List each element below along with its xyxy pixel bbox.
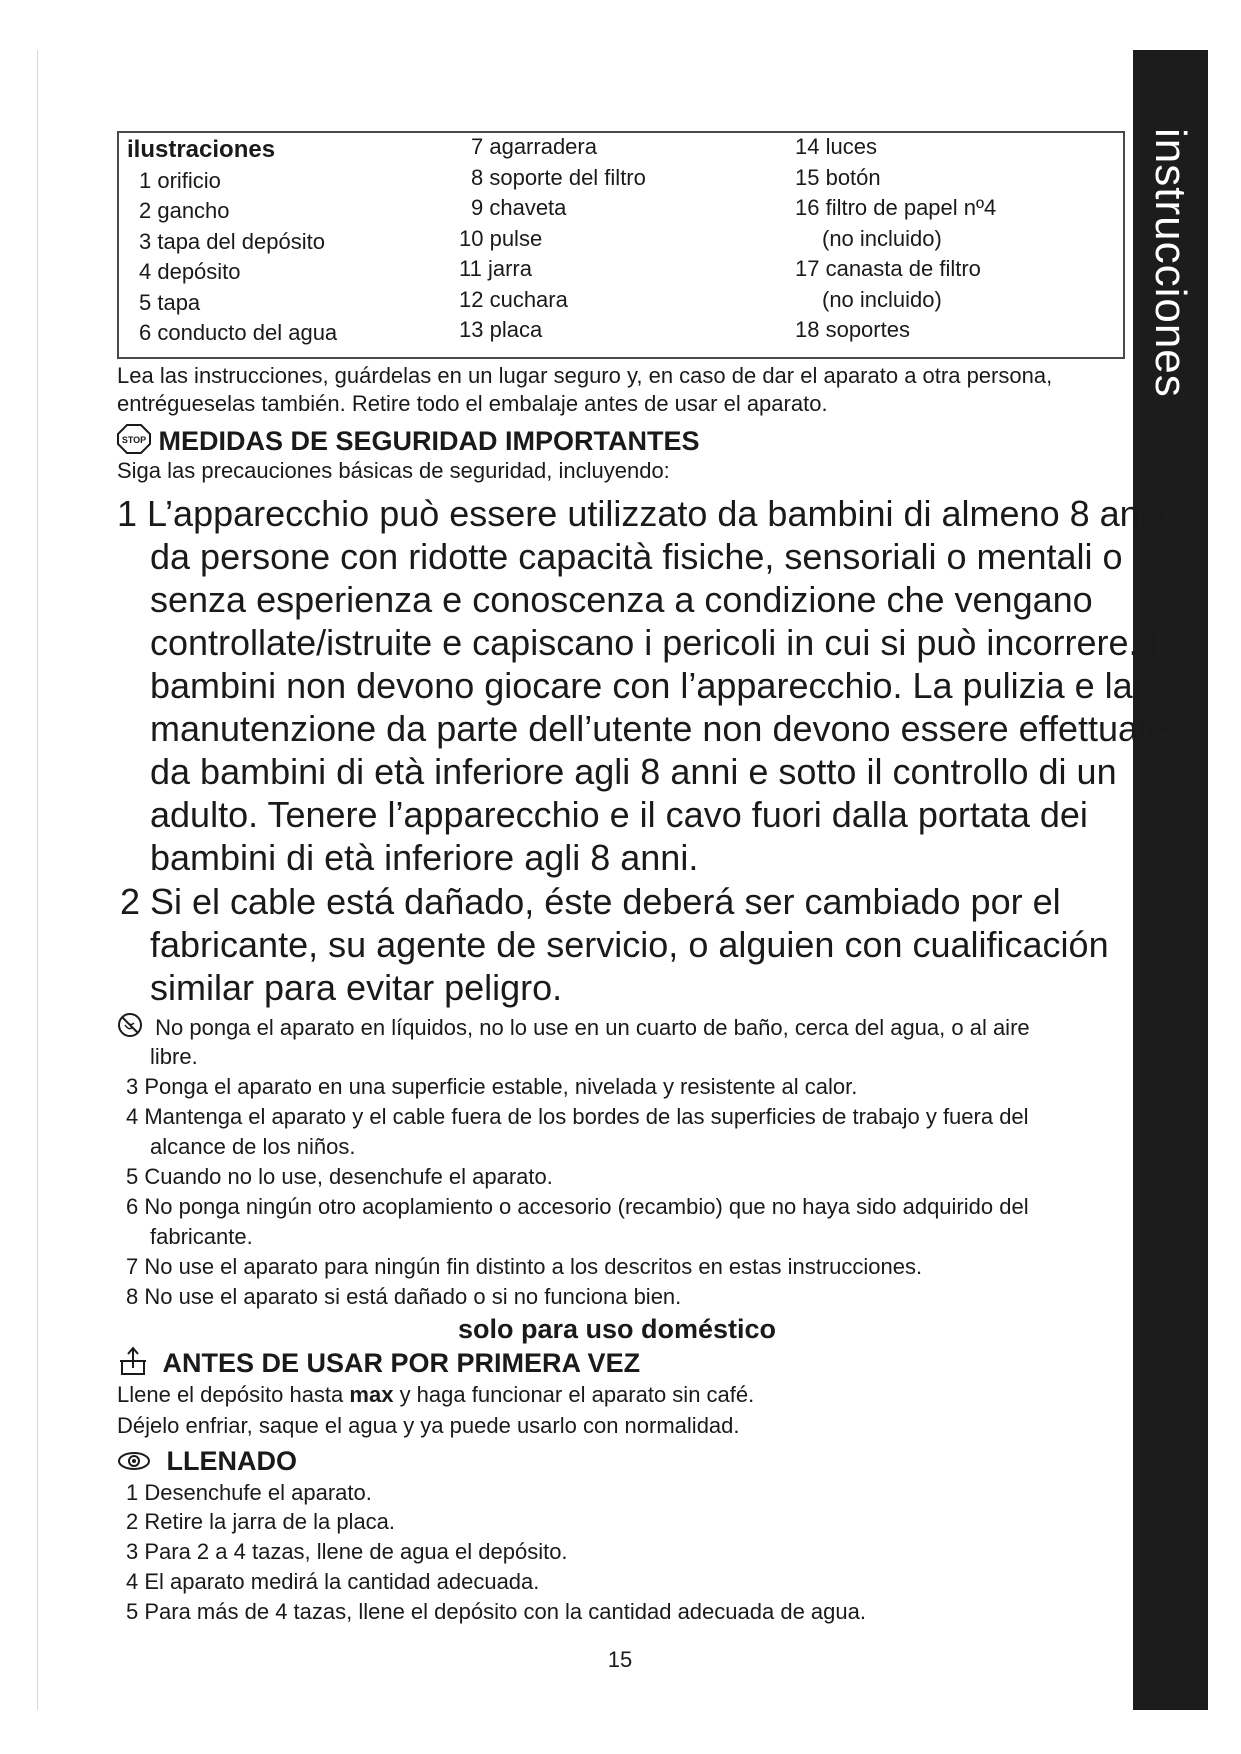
list-item: 6 conducto del agua bbox=[139, 320, 338, 345]
list-item: 14 luces bbox=[795, 134, 877, 159]
before-use-line-2: Déjelo enfriar, saque el agua y ya puede usarlo con normalidad. bbox=[117, 1413, 740, 1438]
intro-line-1: Lea las instrucciones, guárdelas en un lugar seguro y, en caso de dar el aparato a otra persona, bbox=[117, 363, 1053, 388]
safety-item-1-line: da bambini di età inferiore agli 8 anni e sotto il controllo di un bbox=[150, 751, 1117, 792]
list-item: 8 soporte del filtro bbox=[471, 164, 646, 190]
illustrations-column-3 bbox=[795, 132, 996, 346]
list-item: 18 soportes bbox=[795, 317, 910, 342]
filling-step-3: 3 Para 2 a 4 tazas, llene de agua el depósito. bbox=[126, 1539, 568, 1564]
safety-item-1-line: manutenzione da parte dell’utente non devono essere effettuate bbox=[150, 708, 1169, 749]
filling-step-2: 2 Retire la jarra de la placa. bbox=[126, 1509, 396, 1534]
safety-item-1-line: controllate/istruite e capiscano i pericoli in cui si può incorrere. I bbox=[150, 622, 1159, 663]
safety-item-6: 6 No ponga ningún otro acoplamiento o accesorio (recambio) que no haya sido adquirido del bbox=[126, 1194, 1029, 1219]
list-item: 4 depósito bbox=[139, 259, 241, 284]
no-water-icon bbox=[117, 1012, 143, 1046]
safety-item-8: 8 No use el aparato si está dañado o si no funciona bien. bbox=[126, 1284, 682, 1309]
safety-item-7: 7 No use el aparato para ningún fin distinto a los descritos en estas instrucciones. bbox=[126, 1254, 923, 1279]
safety-item-2-line: similar para evitar peligro. bbox=[150, 967, 563, 1008]
before-use-heading: ANTES DE USAR POR PRIMERA VEZ bbox=[162, 1348, 641, 1379]
domestic-use-note: solo para uso doméstico bbox=[457, 1314, 777, 1344]
safety-item-1-line: senza esperienza e conoscenza a condizione che vengano bbox=[150, 579, 1093, 620]
safety-item-5: 5 Cuando no lo use, desenchufe el aparato. bbox=[126, 1164, 553, 1189]
safety-item-1-line: bambini non devono giocare con l’apparecchio. La pulizia e la bbox=[150, 665, 1133, 706]
list-item: 3 tapa del depósito bbox=[139, 228, 325, 254]
filling-step-5: 5 Para más de 4 tazas, llene el depósito con la cantidad adecuada de agua. bbox=[126, 1599, 866, 1624]
box-up-arrow-icon bbox=[117, 1346, 149, 1384]
safety-item-1-line: 1 L’apparecchio può essere utilizzato da bambini di almeno 8 ani e bbox=[117, 493, 1178, 534]
eye-icon bbox=[117, 1446, 151, 1480]
list-item: 12 cuchara bbox=[459, 286, 568, 312]
list-item: 2 gancho bbox=[139, 198, 230, 223]
no-water-text-cont: libre. bbox=[150, 1044, 198, 1069]
list-item: 15 botón bbox=[795, 164, 881, 190]
side-tab-label: instrucciones bbox=[1146, 128, 1195, 398]
list-item: 7 agarradera bbox=[471, 134, 597, 159]
no-water-text: No ponga el aparato en líquidos, no lo use en un cuarto de baño, cerca del agua, o al aire bbox=[155, 1014, 1030, 1040]
illustrations-title: ilustraciones bbox=[127, 136, 276, 163]
safety-item-4: 4 Mantenga el aparato y el cable fuera de los bordes de las superficies de trabajo y fuera del bbox=[126, 1104, 1029, 1129]
safety-subheading: Siga las precauciones básicas de seguridad, incluyendo: bbox=[117, 458, 670, 483]
stop-icon-label: STOP bbox=[121, 435, 147, 445]
safety-item-1-line: da persone con ridotte capacità fisiche, sensoriali o mentali o bbox=[150, 536, 1123, 577]
before-use-heading-row bbox=[117, 1346, 640, 1384]
safety-item-4-cont: alcance de los niños. bbox=[150, 1134, 356, 1159]
list-item-note: (no incluido) bbox=[822, 225, 942, 251]
illustrations-box bbox=[117, 131, 1125, 359]
safety-item-3: 3 Ponga el aparato en una superficie estable, nivelada y resistente al calor. bbox=[126, 1074, 858, 1099]
list-item-note: (no incluido) bbox=[822, 286, 942, 312]
before-use-line-1: Llene el depósito hasta max y haga funcionar el aparato sin café. bbox=[117, 1382, 755, 1407]
illustrations-column-1 bbox=[127, 135, 337, 349]
safety-item-1-line: bambini di età inferiore agli 8 anni. bbox=[150, 837, 699, 878]
safety-heading: MEDIDAS DE SEGURIDAD IMPORTANTES bbox=[158, 426, 700, 457]
list-item: 11 jarra bbox=[459, 256, 532, 281]
list-item: 16 filtro de papel nº4 bbox=[795, 195, 997, 220]
page-number: 15 bbox=[607, 1647, 633, 1672]
safety-item-1-line: adulto. Tenere l’apparecchio e il cavo fuori dalla portata dei bbox=[150, 794, 1088, 835]
intro-line-2: entrégueselas también. Retire todo el embalaje antes de usar el aparato. bbox=[117, 391, 828, 416]
list-item: 13 placa bbox=[459, 317, 543, 342]
list-item: 5 tapa bbox=[139, 289, 201, 315]
filling-heading: LLENADO bbox=[166, 1446, 298, 1476]
safety-item-2-line: fabricante, su agente de servicio, o alguien con cualificación bbox=[150, 924, 1109, 965]
illustrations-column-2 bbox=[459, 132, 646, 346]
max-label: max bbox=[349, 1382, 394, 1407]
list-item: 1 orificio bbox=[139, 167, 221, 193]
safety-item-6-cont: fabricante. bbox=[150, 1224, 253, 1249]
list-item: 10 pulse bbox=[459, 225, 543, 251]
list-item: 17 canasta de filtro bbox=[795, 256, 981, 281]
no-water-warning bbox=[117, 1012, 1030, 1046]
filling-step-4: 4 El aparato medirá la cantidad adecuada. bbox=[126, 1569, 540, 1594]
filling-heading-row bbox=[117, 1444, 297, 1480]
list-item: 9 chaveta bbox=[471, 195, 567, 220]
filling-step-1: 1 Desenchufe el aparato. bbox=[126, 1480, 372, 1505]
page-edge-line bbox=[37, 50, 38, 1710]
safety-item-2-line: 2 Si el cable está dañado, éste deberá ser cambiado por el bbox=[120, 881, 1061, 922]
